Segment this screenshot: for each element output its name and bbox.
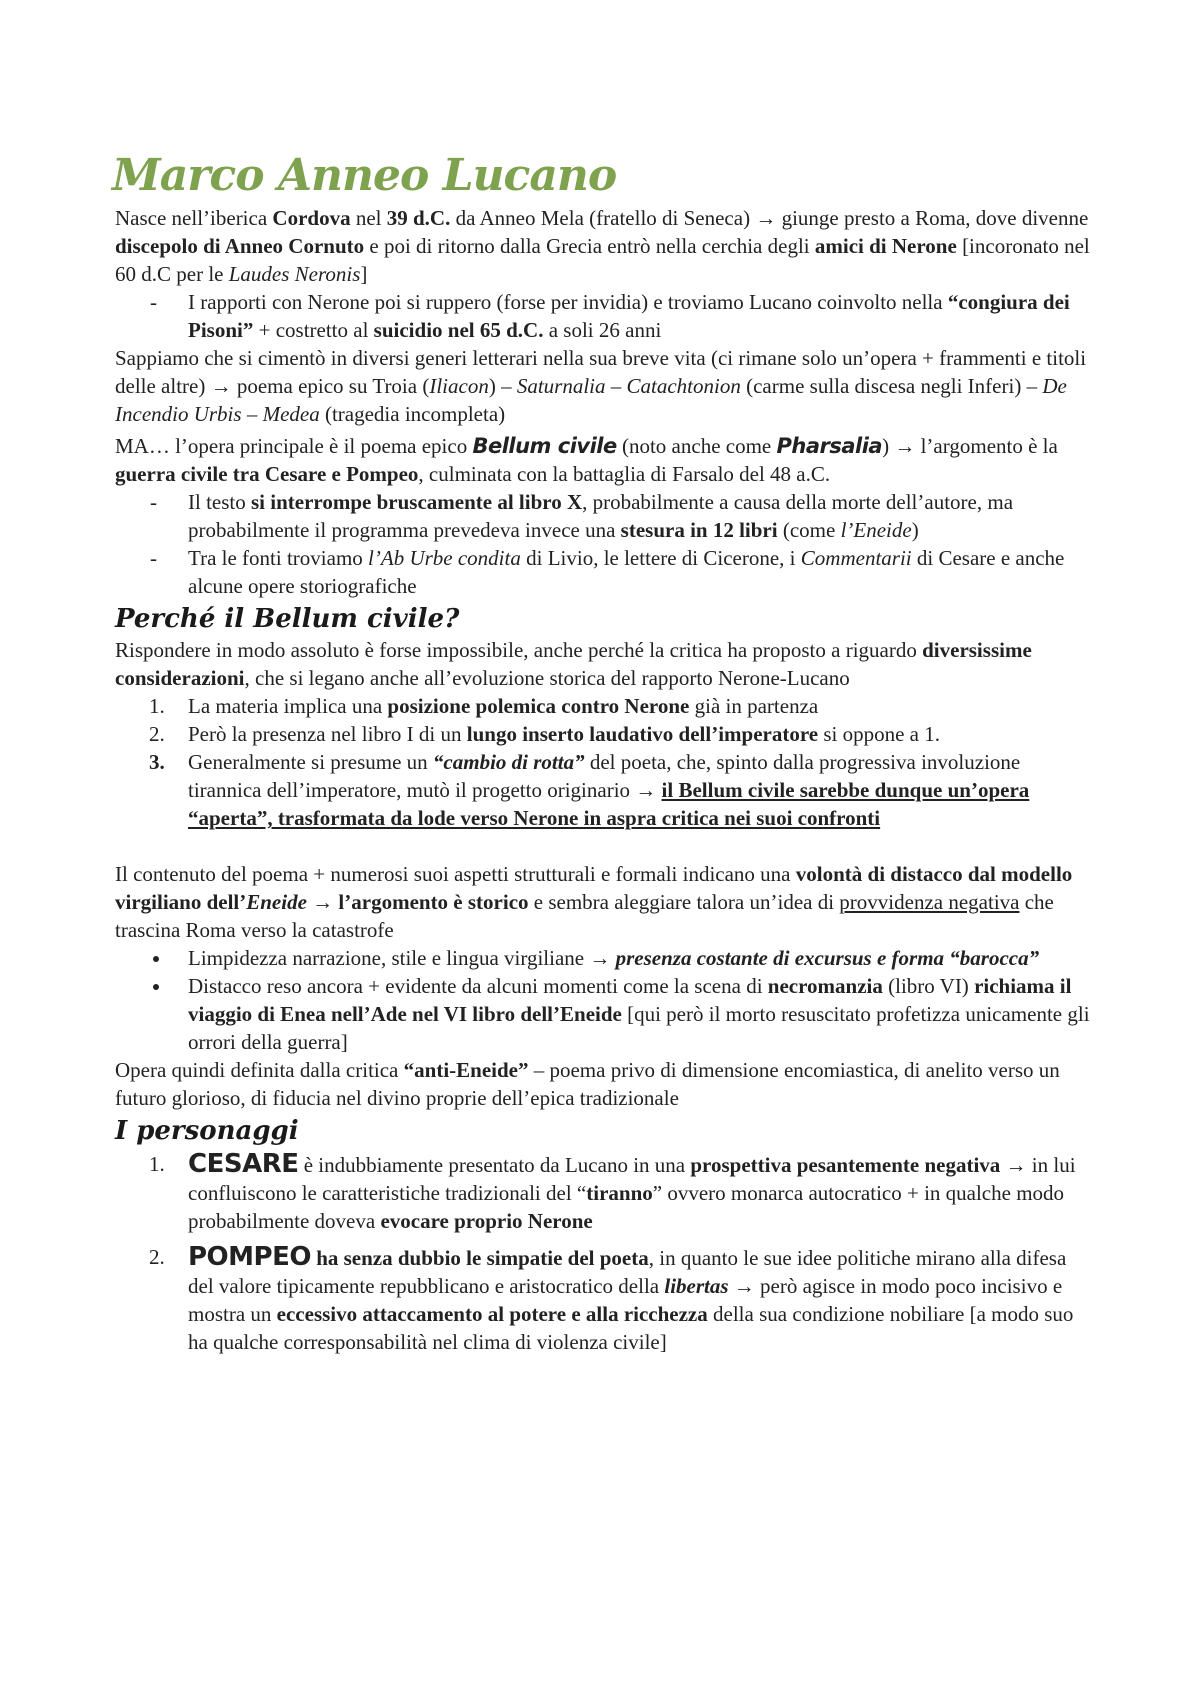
personaggio-cesare: 1. CESARE è indubbiamente presentato da Lucano in una prospettiva pesantemente negativa → in lui confluiscono le caratteristiche tradizionali del “tiranno” ovvero monarca autocratico + in qualche modo probabilmente doveva evocare proprio Nerone xyxy=(149,1149,1076,1233)
intro-paragraph: Nasce nell’iberica Cordova nel 39 d.C. da Anneo Mela (fratello di Seneca) → giunge presto a Roma, dove divenne discepolo di Anneo Cornuto e poi di ritorno dalla Grecia entrò nella cerchia degli amici di Nerone [incoronato nel 60 d.C per le Laudes Neronis] xyxy=(115,206,1090,286)
contenuto-paragraph: Il contenuto del poema + numerosi suoi aspetti strutturali e formali indicano una volontà di distacco dal modello virgiliano dell’Eneide → l’argomento è storico e sembra aleggiare talora un’idea di provvidenza negativa che trascina Roma verso la catastrofe xyxy=(115,862,1073,942)
list-item-rapporti: - I rapporti con Nerone poi si ruppero (forse per invidia) e troviamo Lucano coinvolto nella “congiura dei Pisoni” + costretto al suicidio nel 65 d.C. a soli 26 anni xyxy=(150,290,1070,342)
bullet-item-distacco: Distacco reso ancora + evidente da alcuni momenti come la scena di necromanzia (libro VI) richiama il viaggio di Enea nell’Ade nel VI libro dell’Eneide [qui però il morto resuscitato profetizza unicamente gli orrori della guerra] xyxy=(115,972,1095,1056)
document-page xyxy=(112,148,1095,1356)
heading-perche: Perché il Bellum civile? xyxy=(115,604,460,634)
pompeo-handwritten: POMPEO xyxy=(188,1242,311,1272)
list-item-libro-x: - Il testo si interrompe bruscamente al libro X, probabilmente a causa della morte dell’autore, ma probabilmente il programma prevedeva invece una stesura in 12 libri (come l’Eneide) xyxy=(150,490,1014,542)
dash-marker: - xyxy=(150,490,157,514)
opera-paragraph: MA… l’opera principale è il poema epico Bellum civile (noto anche come Pharsalia) → l’argomento è la guerra civile tra Cesare e Pompeo, culminata con la battaglia di Farsalo del 48 a.C. xyxy=(115,434,1058,486)
bullet-icon xyxy=(153,956,159,962)
numbered-item-3: 3. Generalmente si presume un “cambio di rotta” del poeta, che, spinto dalla progressiva involuzione tirannica dell’imperatore, mutò il progetto originario → il Bellum civile sarebbe dunque un’opera “aperta”, trasformata da lode verso Nerone in aspra critica nei suoi confronti xyxy=(149,750,1030,830)
dash-marker: - xyxy=(150,546,157,570)
cesare-handwritten: CESARE xyxy=(188,1149,299,1179)
personaggio-pompeo: 2. POMPEO ha senza dubbio le simpatie del poeta, in quanto le sue idee politiche mirano alla difesa del valore tipicamente repubblicano e aristocratico della libertas → però agisce in modo poco incisivo e mostra un eccessivo attaccamento al potere e alla ricchezza della sua condizione nobiliare [a modo suo ha qualche corresponsabilità nel clima di violenza civile] xyxy=(149,1242,1074,1354)
bellum-civile-handwritten: Bellum civile xyxy=(472,434,617,458)
numbered-item-1: 1. La materia implica una posizione polemica contro Nerone già in partenza xyxy=(149,694,819,718)
list-item-fonti: - Tra le fonti troviamo l’Ab Urbe condita di Livio, le lettere di Cicerone, i Commentarii di Cesare e anche alcune opere storiografiche xyxy=(150,546,1065,598)
generi-paragraph: Sappiamo che si cimentò in diversi generi letterari nella sua breve vita (ci rimane solo un’opera + frammenti e titoli delle altre) → poema epico su Troia (Iliacon) – Saturnalia – Catachtonion (carme sulla discesa negli Inferi) – De Incendio Urbis – Medea (tragedia incompleta) xyxy=(115,346,1087,426)
anti-eneide-paragraph: Opera quindi definita dalla critica “anti-Eneide” – poema privo di dimensione encomiastica, di anelito verso un futuro glorioso, di fiducia nel divino proprie dell’epica tradizionale xyxy=(115,1058,1060,1110)
bullet-icon xyxy=(153,984,159,990)
perche-paragraph: Rispondere in modo assoluto è forse impossibile, anche perché la critica ha proposto a riguardo diversissime considerazioni, che si legano anche all’evoluzione storica del rapporto Nerone-Lucano xyxy=(115,638,1032,690)
numbered-item-2: 2. Però la presenza nel libro I di un lungo inserto laudativo dell’imperatore si oppone a 1. xyxy=(149,722,941,746)
dash-marker: - xyxy=(150,290,157,314)
pharsalia-handwritten: Pharsalia xyxy=(776,434,883,458)
page-title: Marco Anneo Lucano xyxy=(112,150,617,201)
bullet-item-limpidezza: Limpidezza narrazione, stile e lingua virgiliane → presenza costante di excursus e forma “barocca” xyxy=(115,944,1095,972)
heading-personaggi: I personaggi xyxy=(115,1116,299,1146)
